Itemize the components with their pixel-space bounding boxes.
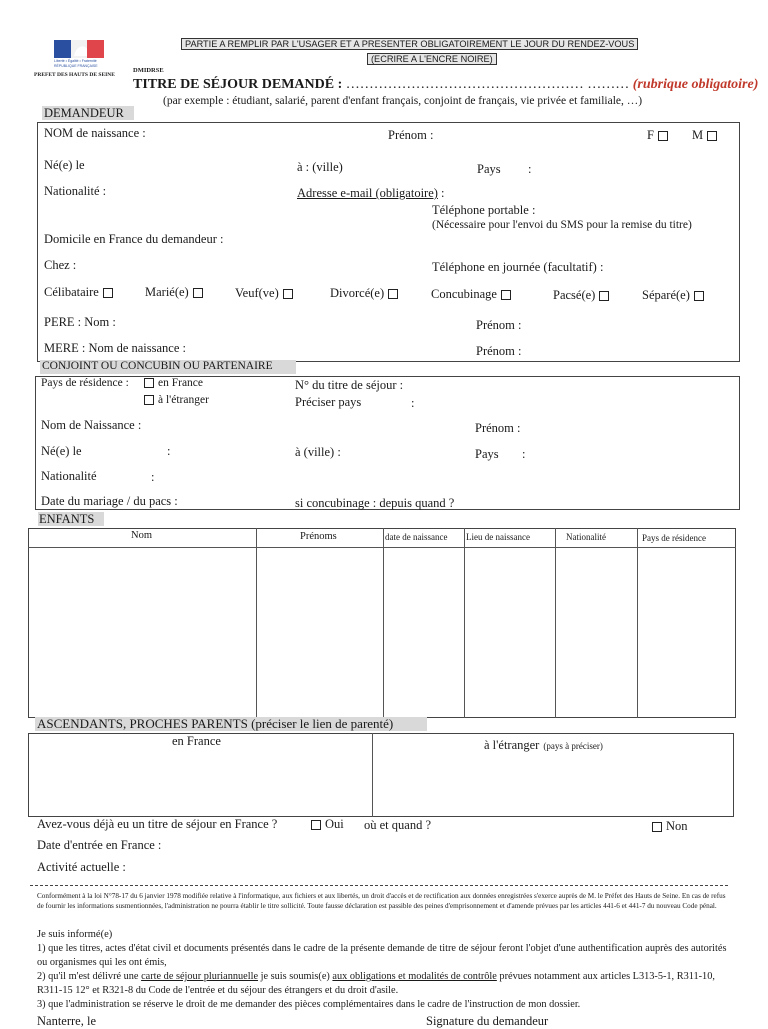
sex-m-checkbox[interactable] <box>692 128 717 143</box>
checkbox-icon <box>694 291 704 301</box>
pays-colon: : <box>528 162 532 176</box>
point-3: 3) que l'administration se réserve le droit de me demander des pièces complémentaires dans le cadre de l'instruction de mon dossier. <box>37 999 581 1010</box>
ne-le-label: Né(e) le <box>44 158 85 172</box>
date-mariage-label: Date du mariage / du pacs : <box>41 494 178 508</box>
tel-portable-note: (Nécessaire pour l'envoi du SMS pour la remise du titre) <box>432 219 692 231</box>
point-2-carte: carte de séjour pluriannuelle <box>141 971 259 982</box>
checkbox-icon <box>501 290 511 300</box>
instruction-banner: PARTIE A REMPLIR PAR L'USAGER ET A PRESENTER OBLIGATOIREMENT LE JOUR DU RENDEZ-VOUS <box>181 38 638 50</box>
conjoint-ville-label: à (ville) : <box>295 445 341 459</box>
pere-nom-label: PERE : Nom : <box>44 315 116 329</box>
checkbox-icon <box>103 288 113 298</box>
checkbox-icon <box>311 820 321 830</box>
prenom-label: Prénom : <box>388 128 434 142</box>
column-divider <box>383 528 384 718</box>
sex-m-label: M <box>692 128 704 142</box>
situation-label: Veuf(ve) <box>235 286 279 300</box>
deja-titre-non-checkbox[interactable] <box>652 819 688 834</box>
conjoint-nationalite-label: Nationalité <box>41 469 97 483</box>
checkbox-icon <box>599 291 609 301</box>
ascendants-etranger-heading <box>484 736 603 754</box>
oui-label: Oui <box>325 817 344 831</box>
checkbox-icon <box>388 289 398 299</box>
demandeur-section-title: DEMANDEUR <box>44 106 124 120</box>
deja-titre-oui-checkbox[interactable] <box>311 817 344 832</box>
tel-portable-label: Téléphone portable : <box>432 203 536 217</box>
email-label <box>297 186 445 201</box>
email-colon: : <box>441 186 445 200</box>
conjoint-box <box>35 376 740 510</box>
situation-pacse[interactable] <box>553 288 609 303</box>
preciser-pays-label: Préciser pays <box>295 395 362 409</box>
residence-france-checkbox[interactable] <box>144 377 203 389</box>
column-divider <box>464 528 465 718</box>
conjoint-section-title: CONJOINT OU CONCUBIN OU PARTENAIRE <box>42 360 273 372</box>
point-2-obligations: aux obligations et modalités de contrôle <box>332 971 497 982</box>
tel-journee-label: Téléphone en journée (facultatif) : <box>432 260 604 274</box>
situation-marie[interactable] <box>145 285 203 300</box>
a-ville-label: à : (ville) <box>297 160 343 174</box>
chez-label: Chez : <box>44 258 77 272</box>
date-entree-label: Date d'entrée en France : <box>37 838 162 852</box>
situation-celibataire[interactable] <box>44 285 113 300</box>
direction-label: DMIDRSE <box>133 67 164 74</box>
nanterre-date-label: Nanterre, le <box>37 1014 96 1028</box>
titre-sejour-heading <box>133 77 758 93</box>
sex-f-label: F <box>647 128 654 142</box>
mere-nom-label: MERE : Nom de naissance : <box>44 341 186 355</box>
email-label-text: Adresse e-mail (obligatoire) <box>297 186 438 200</box>
ascendants-section-title: ASCENDANTS, PROCHES PARENTS (préciser le lien de parenté) <box>37 716 394 731</box>
separator-dashed <box>30 885 728 886</box>
conjoint-nom-label: Nom de Naissance : <box>41 418 142 432</box>
ou-quand-label: où et quand ? <box>364 818 431 832</box>
domicile-label: Domicile en France du demandeur : <box>44 232 224 246</box>
checkbox-icon <box>193 288 203 298</box>
checkbox-icon <box>283 289 293 299</box>
concubinage-label: si concubinage : depuis quand ? <box>295 496 455 510</box>
column-divider <box>637 528 638 718</box>
prefecture-label: PREFET DES HAUTS DE SEINE <box>34 72 115 78</box>
col-pays-residence: Pays de résidence <box>642 533 706 543</box>
deja-titre-question <box>37 817 277 832</box>
situation-label: Séparé(e) <box>642 288 690 302</box>
col-nationalite: Nationalité <box>566 532 606 542</box>
situation-label: Divorcé(e) <box>330 286 385 300</box>
informe-label: Je suis informé(e) <box>37 929 113 940</box>
checkbox-icon <box>144 378 154 388</box>
column-divider <box>256 528 257 718</box>
ink-banner: (ECRIRE A L'ENCRE NOIRE) <box>367 53 497 65</box>
conjoint-ne-le-label: Né(e) le <box>41 444 82 458</box>
mere-prenom-label: Prénom : <box>476 344 522 358</box>
residence-etranger-label: à l'étranger <box>158 394 209 406</box>
preciser-pays-colon: : <box>411 396 415 410</box>
enfants-header-divider <box>28 547 736 548</box>
point-1: 1) que les titres, actes d'état civil et documents présentés dans le cadre de la présente demande de titre de séjour feront l'objet d'une authentification auprès des autorités ou organismes qui les ont émis, <box>37 943 727 968</box>
col-nom: Nom <box>131 530 152 541</box>
checkbox-icon <box>652 822 662 832</box>
required-note: (rubrique obligatoire) <box>632 77 759 92</box>
enfants-table <box>28 528 736 718</box>
cnil-notice: Conformément à la loi N°78-17 du 6 janvier 1978 modifiée relative à l'informatique, aux fichiers et aux libertés, un droit d'accès et de rectification aux données enregistrées s'exerce auprès de M. le Préfet des Hauts de Seine. En cas de refus de fournir les informations susmentionnées, l'administration ne pourra établir le titre sollicité. Toute fausse déclaration est passible des peines d'emprisonnement et d'amende prévues par les articles 441-6 et 441-7 du nouveau Code pénal. <box>37 892 726 910</box>
titre-sejour-label: TITRE DE SÉJOUR DEMANDÉ : <box>133 77 343 92</box>
situation-label: Marié(e) <box>145 285 189 299</box>
non-label: Non <box>666 819 688 833</box>
checkbox-icon <box>658 131 668 141</box>
col-date-naissance: date de naissance <box>385 532 448 542</box>
conjoint-nationalite-colon: : <box>151 470 155 484</box>
republique-logo <box>54 40 104 58</box>
sex-f-checkbox[interactable] <box>647 128 668 143</box>
ascendants-etranger-label: à l'étranger <box>484 738 540 752</box>
column-divider <box>555 528 556 718</box>
signature-label: Signature du demandeur <box>426 1014 549 1028</box>
activite-label: Activité actuelle : <box>37 860 126 874</box>
situation-label: Pacsé(e) <box>553 288 596 302</box>
conjoint-pays-label: Pays <box>475 447 499 461</box>
residence-etranger-checkbox[interactable] <box>144 394 209 406</box>
nom-naissance-label: NOM de naissance : <box>44 126 146 140</box>
situation-veuf[interactable] <box>235 286 293 301</box>
conjoint-ne-le-colon: : <box>167 444 171 458</box>
conjoint-pays-colon: : <box>522 447 526 461</box>
titre-example: (par exemple : étudiant, salarié, parent d'enfant français, conjoint de français, vie privée et familiale, …) <box>163 95 643 107</box>
situation-label: Célibataire <box>44 285 99 299</box>
situation-separe[interactable] <box>642 288 704 303</box>
num-titre-label: N° du titre de séjour : <box>295 378 404 392</box>
logo-country: RÉPUBLIQUE FRANÇAISE <box>54 64 98 68</box>
pays-label: Pays <box>477 162 501 176</box>
logo-motto: Liberté • Égalité • Fraternité <box>54 59 97 63</box>
ascendants-divider <box>372 733 373 817</box>
residence-france-label: en France <box>158 377 204 389</box>
col-prenoms: Prénoms <box>300 531 337 542</box>
ascendants-box <box>28 733 734 817</box>
point-2-c: prévues notamment aux articles L313-5-1, R311-10, R311-15 12° et R321-8 du Code de l'entrée et du séjour des étrangers et du droit d'asile. <box>37 971 715 996</box>
point-2 <box>37 970 735 998</box>
situation-label: Concubinage <box>431 287 497 301</box>
checkbox-icon <box>707 131 717 141</box>
checkbox-icon <box>144 395 154 405</box>
enfants-section-title: ENFANTS <box>39 512 95 526</box>
col-lieu-naissance: Lieu de naissance <box>466 532 530 542</box>
pays-residence-label: Pays de résidence : <box>41 377 129 389</box>
nationalite-label: Nationalité : <box>44 184 107 198</box>
situation-divorce[interactable] <box>330 286 398 301</box>
deja-titre-label: Avez-vous déjà eu un titre de séjour en France ? <box>37 817 278 831</box>
conjoint-prenom-label: Prénom : <box>475 421 521 435</box>
marianne-flag-icon <box>54 40 104 58</box>
ascendants-etranger-note: (pays à préciser) <box>543 741 603 751</box>
pere-prenom-label: Prénom : <box>476 318 522 332</box>
titre-sejour-dots: …………………………………………… ……… <box>345 77 630 92</box>
situation-concubinage[interactable] <box>431 287 511 302</box>
ascendants-france-label: en France <box>172 734 221 748</box>
point-2-b: je suis soumis(e) <box>258 971 333 982</box>
point-2-a: 2) qu'il m'est délivré une <box>37 971 142 982</box>
